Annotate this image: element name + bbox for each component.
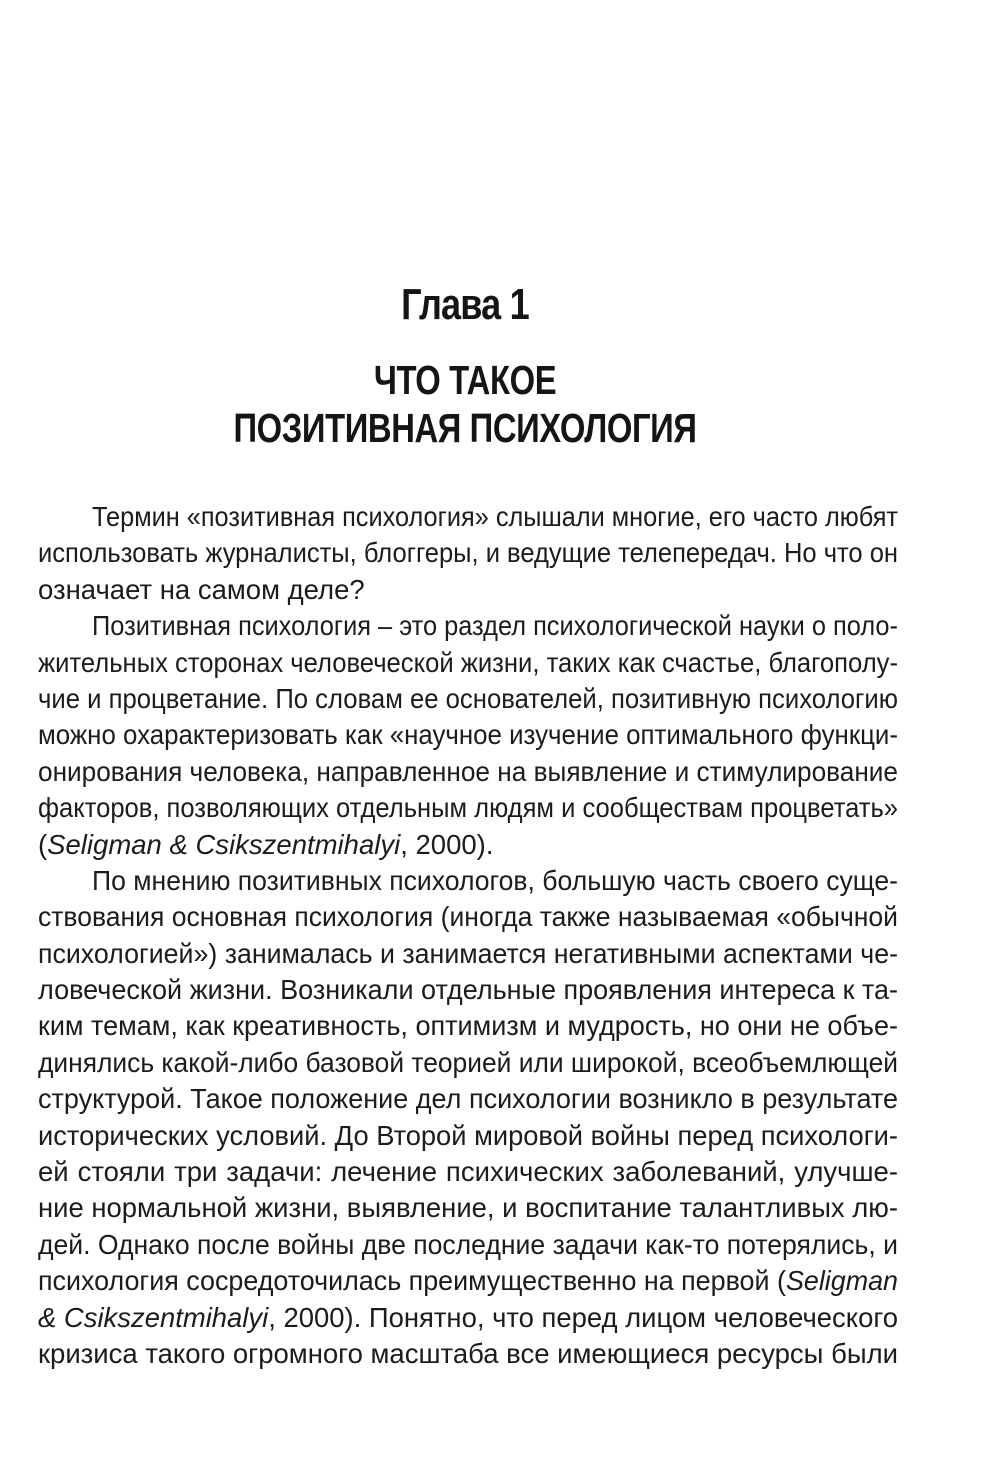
paragraph-line: использовать журналисты, блоггеры, и ведущие телепередач. Но что он xyxy=(38,537,898,569)
citation-lead-text: психология сосредоточилась преимущественно на первой ( xyxy=(38,1265,786,1297)
paragraph-line: означает на самом деле? xyxy=(38,573,365,605)
body-text xyxy=(38,499,898,1372)
paragraph-line: дей. Однако после войны две последние задачи как-то потерялись, и xyxy=(38,1228,898,1260)
paragraph-line: кризиса такого огромного масштаба все имеющиеся ресурсы были xyxy=(38,1337,898,1369)
paragraph-line: структурой. Такое положение дел психологии возникло в результате xyxy=(38,1083,898,1115)
paragraph-line: чие и процветание. По словам ее основателей, позитивную психологию xyxy=(38,682,898,714)
chapter-title xyxy=(93,356,837,452)
paragraph-line: жительных сторонах человеческой жизни, таких как счастье, благополу- xyxy=(38,646,898,678)
citation-authors: Seligman & Csikszentmihalyi xyxy=(47,828,401,860)
paragraph-line: психологией») занималась и занимается негативными аспектами че- xyxy=(38,937,898,969)
citation-open: ( xyxy=(38,828,48,860)
paragraph-line: исторических условий. До Второй мировой войны перед психологи- xyxy=(38,1119,898,1151)
paragraph-line: По мнению позитивных психологов, большую часть своего суще- xyxy=(91,864,898,896)
citation-line xyxy=(38,1300,898,1336)
paragraph-line: ловеческой жизни. Возникали отдельные проявления интереса к та- xyxy=(38,974,898,1006)
paragraph-line: ей стояли три задачи: лечение психических заболеваний, улучше- xyxy=(38,1156,898,1188)
citation-line xyxy=(38,1263,898,1299)
citation-author: Seligman xyxy=(785,1265,898,1297)
citation-year: , 2000). xyxy=(400,828,494,860)
citation-author: & Csikszentmihalyi xyxy=(38,1301,269,1333)
paragraph-line: Термин «позитивная психология» слышали многие, его часто любят xyxy=(91,501,898,532)
citation-tail-text: , 2000). Понятно, что перед лицом человеческого xyxy=(268,1301,898,1333)
chapter-title-line-1: ЧТО ТАКОЕ xyxy=(373,357,557,403)
paragraph-line: ким темам, как креативность, оптимизм и мудрость, но они не объе- xyxy=(38,1010,898,1042)
paragraph-line: онирования человека, направленное на выявление и стимулирование xyxy=(38,755,898,787)
paragraph-line: Позитивная психология – это раздел психологической науки о поло- xyxy=(91,610,898,642)
chapter-title-line-2: ПОЗИТИВНАЯ ПСИХОЛОГИЯ xyxy=(233,405,697,451)
chapter-label: Глава 1 xyxy=(401,280,529,329)
citation-line xyxy=(38,827,898,863)
paragraph-line: можно охарактеризовать как «научное изучение оптимального функци- xyxy=(38,719,898,751)
paragraph-line: ние нормальной жизни, выявление, и воспитание талантливых лю- xyxy=(38,1192,898,1224)
paragraph-line: динялись какой-либо базовой теорией или широкой, всеобъемлющей xyxy=(38,1046,898,1078)
paragraph-line: ствования основная психология (иногда также называемая «обычной xyxy=(38,901,898,933)
paragraph-line: факторов, позволяющих отдельным людям и сообществам процветать» xyxy=(38,792,898,824)
